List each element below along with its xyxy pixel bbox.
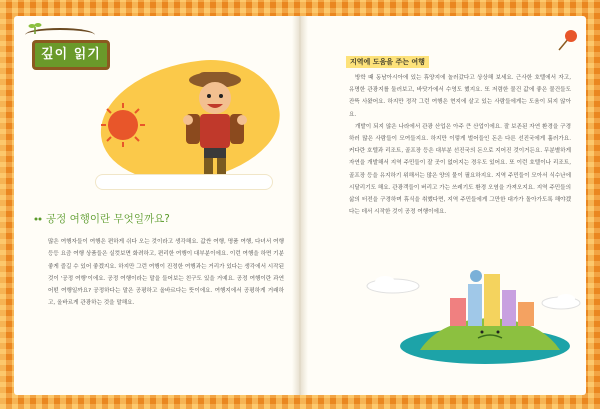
right-paragraph-2: 개발이 되지 않은 나라에서 관광 산업은 아주 큰 산업이에요. 잘 보존된 자연 환경을 구경하러 많은 사람들이 모여들지요. 하지만 이렇게 벌어들인 돈은 다른 선진국에게 흘러가요. 커다란 호텔과 리조트, 골프장 등은 대부분 선진국의 돈으로 지어진 것이거든요. 무분별하게 자연을 개발해서 지역 주민들이 잘 곳이 없어지는 경우도 있어요. 또 이런 호텔이나 리조트, 골프장 등을 유지하기 위해서는 많은 양의 물이 필요하지요. 지역 주민들이 모아서 식수난에 시달리기도 해요. 관광객들이 버리고 가는 쓰레기도 환경 오염을 가져오지요. 지역 주민들의 삶의 터전을 구경하며 휴식을 취했다면, 지역 주민들에게 그만한 대가가 돌아가도록 해야겠다는 데서 시작한 것이 공정 여행이에요. (349, 123, 571, 216)
right-paragraph-1: 방학 때 동남아시아에 있는 휴양지에 놀러갔다고 상상해 보세요. 근사한 호텔에서 자고, 유명한 관광지를 둘러보고, 바닷가에서 수영도 했지요. 또 저렴한 물건 값에 좋은 물건들도 잔뜩 사왔어요. 하지만 정작 그런 여행은 현지에 살고 있는 사람들에게는 도움이 되지 않아요. (349, 75, 571, 118)
cloud-illustration (96, 175, 272, 189)
right-section-heading: 지역에 도움을 주는 여행 (346, 56, 429, 68)
left-body-text: 많은 여행자들이 여행은 편하게 쉬다 오는 것이라고 생각해요. 값싼 여행, 명품 여행, 다녀서 여행 등등 요즘 여행 상품들은 실컷보면 화려하고, 편리한 여행이 대부분이에요. 이런 여행을 하면 기분 좋게 즐길 수 있어 좋겠지요. 하지만 그런 여행이 진정한 여행과는 거리가 있다는 생각에서 시작된 것이 '공정 여행'이에요. 공정 여행이라는 말을 들어보는 친구도 있을 거예요. 공정 여행이란 과연 어떤 여행일까요? 공정하다는 말은 공평하고 올바르다는 뜻이에요. 여행지에서 공평하게 거래하고, 올바르게 관광하는 것을 말해요. (48, 239, 284, 307)
city-island-illustration (420, 268, 560, 350)
section-sign: 깊이 읽기 (32, 40, 110, 70)
bullet-dots-icon (34, 216, 42, 222)
cloud-illustration-left (365, 274, 421, 294)
sun-disc (108, 110, 138, 140)
right-body-text (349, 72, 571, 218)
cloud-illustration-right (540, 292, 582, 310)
left-section-heading: 공정 여행이란 무엇일까요? (46, 213, 170, 225)
book-gutter (292, 16, 308, 395)
sprout-icon (28, 22, 42, 34)
pushpin-icon (555, 28, 579, 52)
